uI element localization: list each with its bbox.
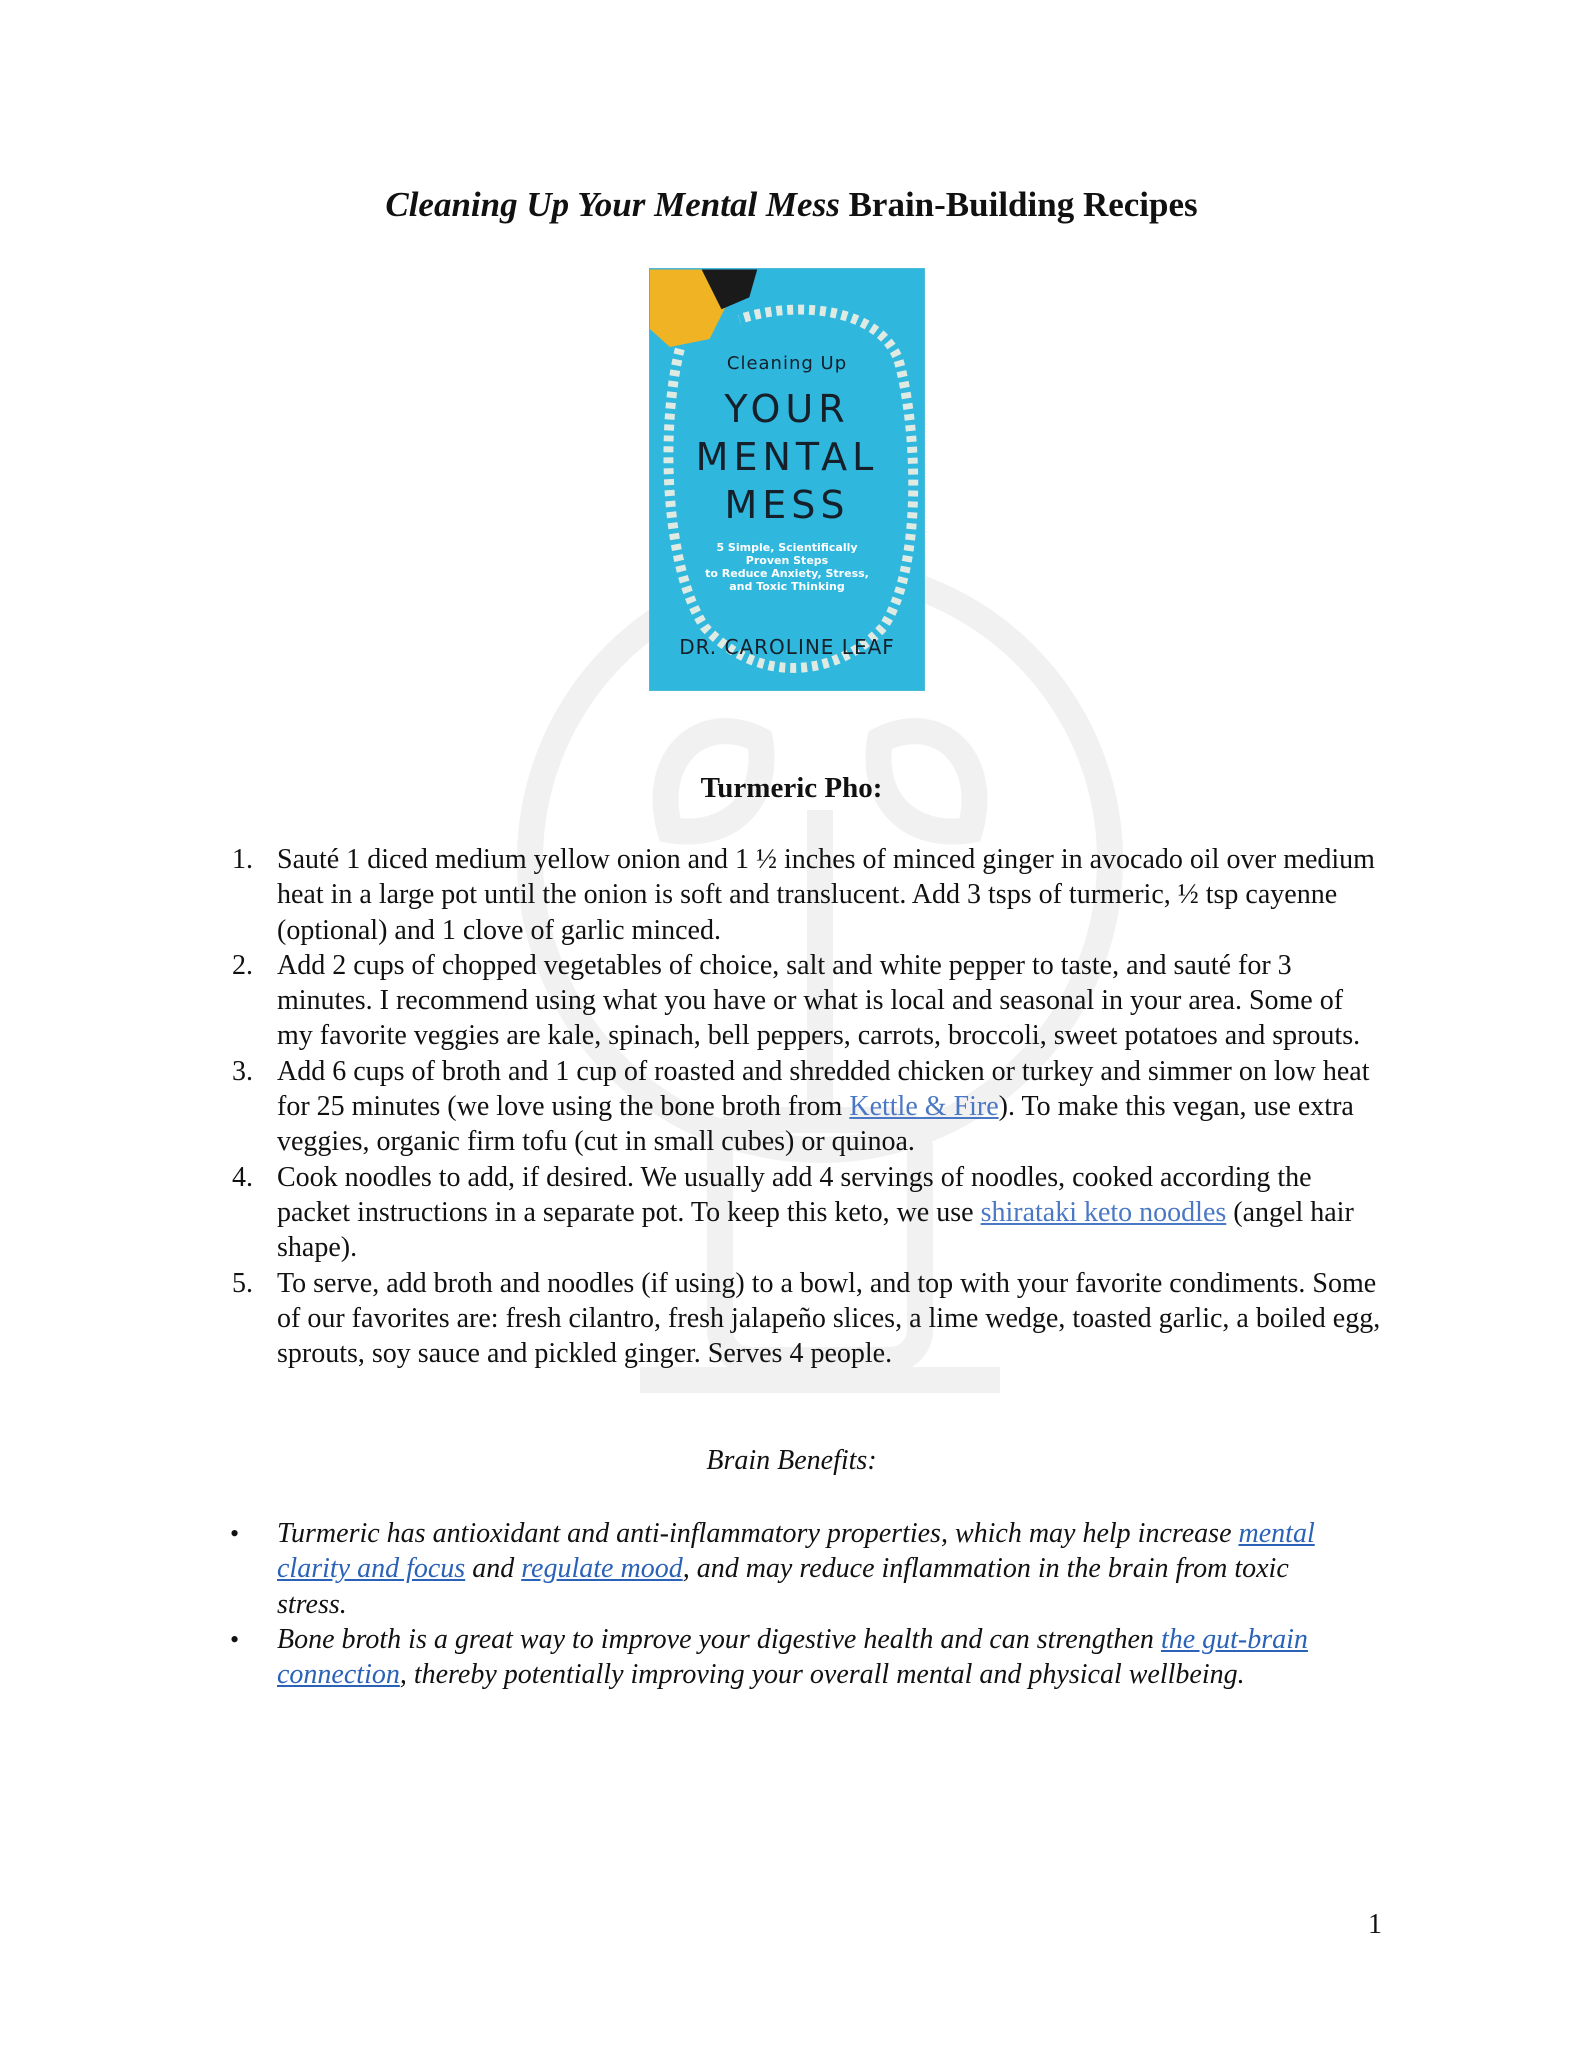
cover-subtitle-4: and Toxic Thinking — [729, 580, 845, 593]
step-number: 2. — [232, 949, 253, 981]
list-item — [0, 1160, 1385, 1266]
recipe-steps-list — [0, 842, 1385, 1371]
list-item — [0, 1622, 1357, 1693]
brain-benefits-heading: Brain Benefits: — [706, 1445, 877, 1476]
list-item — [0, 948, 1385, 1054]
step-number: 1. — [232, 844, 253, 875]
step-text: To serve, add broth and noodles (if using) to a bowl, and top with your favorite condiments. Some of our favorites are: fresh cilantro, fresh jalapeño slices, a lime wedge, toasted garlic, a boiled egg, sprouts, soy sauce and pickled ginger. Serves 4 people. — [277, 1267, 1381, 1370]
step-number: 5. — [232, 1267, 253, 1299]
page-number: 1 — [1368, 1909, 1382, 1940]
cover-line-cleaning-up: Cleaning Up — [726, 353, 848, 374]
step-text: Sauté 1 diced medium yellow onion and 1 ½ inches of minced ginger in avocado oil over medium heat in a large pot until the onion is soft and translucent. Add 3 tsps of turmeric, ½ tsp cayenne (optional) and 1 clove of garlic minced. — [277, 844, 1375, 946]
step-text-after-link: ). To make this vegan, use extra veggies, organic firm tofu (cut in small cubes) or quinoa. — [277, 1091, 1354, 1158]
benefit-text-before-link: Bone broth is a great way to improve your digestive health and can strengthen — [277, 1623, 1161, 1655]
benefit-text-after-link: , and may reduce inflammation in the brain from toxic stress. — [277, 1553, 1289, 1620]
shirataki-noodles-link[interactable]: shirataki keto noodles — [980, 1196, 1227, 1228]
recipe-heading: Turmeric Pho: — [700, 772, 883, 804]
step-text: Add 2 cups of chopped vegetables of choice, salt and white pepper to taste, and sauté for 3 minutes. I recommend using what you have or what is local and seasonal in your area. Some of my favorite veggies are kale, spinach, bell peppers, carrots, broccoli, sweet potatoes and sprouts. — [277, 949, 1361, 1052]
step-number: 3. — [232, 1055, 253, 1087]
brain-benefits-list — [0, 1516, 1357, 1692]
benefit-text-middle: and — [465, 1553, 522, 1585]
cover-subtitle-2: Proven Steps — [745, 554, 829, 567]
kettle-and-fire-link[interactable]: Kettle & Fire — [849, 1091, 999, 1123]
cover-line-your: YOUR — [724, 387, 850, 431]
regulate-mood-link[interactable]: regulate mood — [521, 1553, 683, 1585]
benefit-text-before-link: Turmeric has antioxidant and anti-inflammatory properties, which may help increase — [277, 1518, 1239, 1549]
step-number: 4. — [232, 1161, 253, 1193]
cover-line-mental: MENTAL — [695, 435, 879, 479]
list-item — [0, 1266, 1385, 1372]
bullet-icon: • — [230, 1519, 240, 1548]
cover-line-mess: MESS — [724, 483, 850, 527]
cover-subtitle-1: 5 Simple, Scientifically — [716, 541, 858, 554]
gut-brain-connection-link[interactable]: the gut-brain connection — [277, 1623, 1308, 1691]
step-text-before-link: Add 6 cups of broth and 1 cup of roasted and shredded chicken or turkey and simmer on low heat for 25 minutes (we love using the bone broth from — [277, 1055, 1370, 1123]
benefit-text-after-link: , thereby potentially improving your overall mental and physical wellbeing. — [399, 1659, 1245, 1691]
page-title-book-name: Cleaning Up Your Mental Mess — [385, 185, 840, 224]
list-item — [0, 1516, 1357, 1622]
page-title — [0, 183, 1583, 227]
cover-author: DR. CAROLINE LEAF — [679, 635, 895, 659]
book-cover-image — [649, 268, 925, 691]
page-title-rest: Brain-Building Recipes — [848, 185, 1198, 224]
mental-clarity-link[interactable]: mental clarity and focus — [277, 1518, 1315, 1585]
step-text-after-link: (angel hair shape). — [277, 1196, 1354, 1264]
step-text-before-link: Cook noodles to add, if desired. We usually add 4 servings of noodles, cooked according the packet instructions in a separate pot. To keep this keto, we use — [277, 1161, 1312, 1228]
list-item — [0, 1054, 1385, 1160]
cover-subtitle-3: to Reduce Anxiety, Stress, — [705, 567, 869, 580]
list-item — [0, 842, 1385, 948]
bullet-icon: • — [230, 1624, 240, 1654]
cover-subtitle — [650, 541, 924, 593]
